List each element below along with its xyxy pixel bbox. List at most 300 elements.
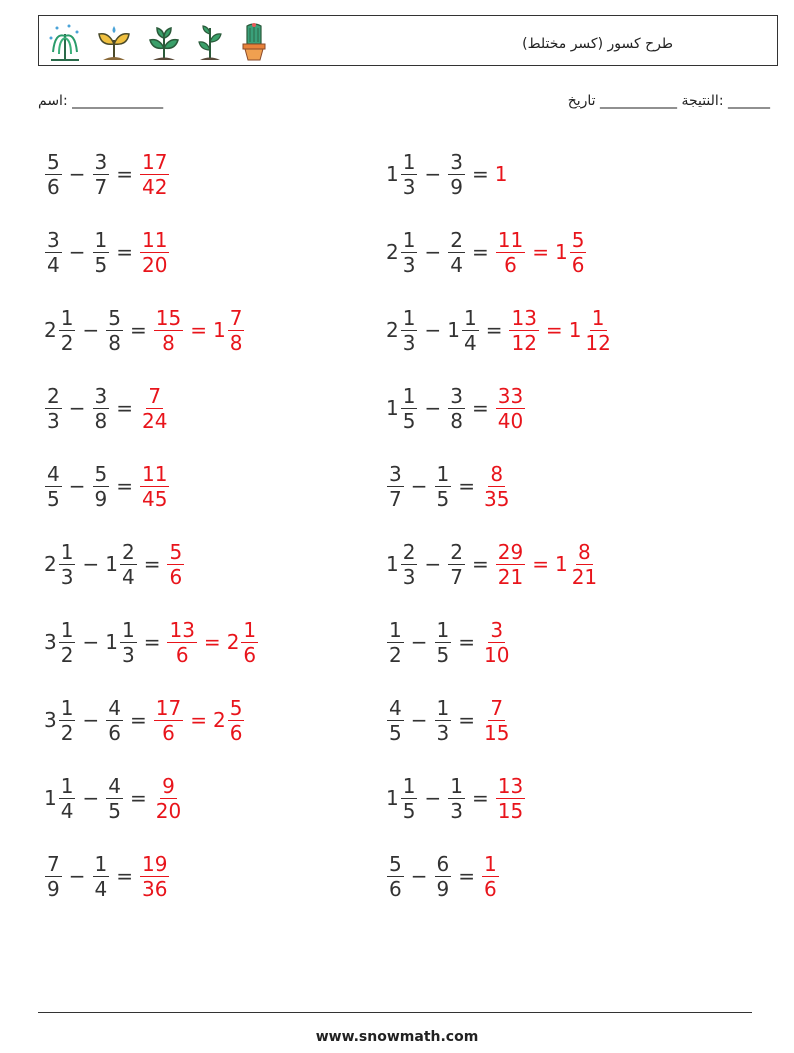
numerator: 5 bbox=[229, 695, 243, 720]
minus-sign: − bbox=[82, 318, 100, 342]
answer bbox=[481, 696, 512, 745]
equals-sign: = bbox=[116, 864, 133, 888]
fraction bbox=[93, 462, 110, 511]
numerator: 15 bbox=[155, 305, 182, 330]
fraction bbox=[387, 462, 404, 511]
answer bbox=[139, 462, 170, 511]
denominator: 36 bbox=[142, 876, 168, 901]
fraction-term bbox=[447, 306, 479, 355]
fraction bbox=[435, 852, 452, 901]
denominator: 6 bbox=[504, 252, 517, 277]
fraction bbox=[387, 696, 404, 745]
minus-sign: − bbox=[68, 162, 86, 186]
denominator: 8 bbox=[450, 408, 463, 433]
denominator: 20 bbox=[142, 252, 168, 277]
fraction bbox=[228, 306, 245, 355]
numerator: 19 bbox=[142, 851, 168, 876]
minus-sign: − bbox=[82, 786, 100, 810]
fraction bbox=[401, 228, 418, 277]
equals-sign: = bbox=[458, 474, 475, 498]
whole-number: 2 bbox=[386, 318, 399, 342]
fraction bbox=[448, 384, 465, 433]
denominator: 10 bbox=[484, 642, 510, 667]
numerator: 13 bbox=[169, 617, 195, 642]
problem-row bbox=[44, 139, 170, 209]
fraction-term bbox=[92, 462, 111, 511]
minus-sign: − bbox=[82, 630, 100, 654]
equals-sign: = bbox=[458, 630, 475, 654]
denominator: 6 bbox=[108, 720, 121, 745]
numerator: 4 bbox=[47, 461, 60, 486]
problem-row bbox=[44, 763, 184, 833]
fraction-term bbox=[569, 306, 614, 355]
equals-sign: = bbox=[458, 864, 475, 888]
denominator: 5 bbox=[389, 720, 402, 745]
denominator: 3 bbox=[402, 330, 416, 355]
problem-row bbox=[386, 529, 600, 599]
whole-number: 2 bbox=[386, 240, 399, 264]
denominator: 3 bbox=[60, 564, 74, 589]
fraction-term bbox=[447, 540, 466, 589]
numerator: 5 bbox=[47, 149, 60, 174]
fraction-term bbox=[139, 852, 170, 901]
fraction-term bbox=[555, 228, 587, 277]
fraction-term bbox=[447, 228, 466, 277]
equals-sign: = bbox=[458, 708, 475, 732]
fraction-term bbox=[44, 462, 63, 511]
fraction-term bbox=[105, 540, 137, 589]
fraction-term bbox=[153, 696, 184, 745]
denominator: 9 bbox=[47, 876, 60, 901]
fraction-term bbox=[44, 228, 63, 277]
equals-sign: = bbox=[471, 786, 489, 810]
denominator: 40 bbox=[497, 408, 524, 433]
fraction-term bbox=[153, 774, 184, 823]
fraction-term bbox=[386, 852, 405, 901]
fraction-term bbox=[105, 618, 137, 667]
fraction-term bbox=[166, 540, 185, 589]
fraction bbox=[106, 696, 123, 745]
numerator: 4 bbox=[108, 695, 121, 720]
equals-sign: = bbox=[471, 240, 489, 264]
denominator: 6 bbox=[47, 174, 60, 199]
page-title: طرح كسور (كسر مختلط) bbox=[522, 36, 673, 52]
fraction-term bbox=[481, 462, 512, 511]
denominator: 5 bbox=[94, 252, 108, 277]
equals-sign: = bbox=[190, 318, 207, 342]
answer bbox=[481, 618, 512, 667]
fraction bbox=[448, 228, 465, 277]
denominator: 3 bbox=[402, 174, 416, 199]
denominator: 9 bbox=[450, 174, 463, 199]
numerator: 1 bbox=[402, 383, 416, 408]
denominator: 4 bbox=[60, 798, 74, 823]
minus-sign: − bbox=[68, 474, 86, 498]
fraction bbox=[583, 306, 612, 355]
denominator: 6 bbox=[175, 642, 189, 667]
problem-row bbox=[386, 295, 614, 365]
denominator: 6 bbox=[484, 876, 497, 901]
equals-sign: = bbox=[471, 552, 489, 576]
fraction bbox=[448, 774, 465, 823]
fraction bbox=[59, 306, 76, 355]
fraction bbox=[106, 306, 123, 355]
equals-sign: = bbox=[545, 318, 563, 342]
equals-sign: = bbox=[116, 162, 133, 186]
denominator: 6 bbox=[243, 642, 257, 667]
numerator: 2 bbox=[121, 539, 135, 564]
denominator: 20 bbox=[155, 798, 182, 823]
fraction-term bbox=[447, 774, 466, 823]
denominator: 21 bbox=[497, 564, 524, 589]
denominator: 5 bbox=[436, 486, 450, 511]
numerator: 3 bbox=[94, 149, 108, 174]
answer bbox=[166, 618, 259, 667]
numerator: 1 bbox=[436, 461, 450, 486]
fraction bbox=[448, 150, 465, 199]
fraction-term bbox=[555, 540, 600, 589]
answer bbox=[139, 228, 170, 277]
minus-sign: − bbox=[68, 240, 86, 264]
numerator: 3 bbox=[450, 383, 463, 408]
numerator: 9 bbox=[162, 773, 175, 798]
whole-number: 1 bbox=[447, 318, 460, 342]
fraction-term bbox=[153, 306, 184, 355]
denominator: 24 bbox=[142, 408, 168, 433]
numerator: 1 bbox=[60, 695, 74, 720]
numerator: 1 bbox=[121, 617, 135, 642]
fraction-term bbox=[166, 618, 197, 667]
fraction bbox=[120, 618, 137, 667]
fraction bbox=[140, 852, 169, 901]
fraction-term bbox=[386, 462, 405, 511]
numerator: 7 bbox=[47, 851, 60, 876]
fraction-term bbox=[139, 228, 170, 277]
minus-sign: − bbox=[82, 552, 100, 576]
fraction bbox=[45, 852, 62, 901]
denominator: 4 bbox=[121, 564, 135, 589]
fraction-term bbox=[44, 540, 76, 589]
answer bbox=[495, 774, 526, 823]
fraction-term bbox=[227, 618, 259, 667]
fraction-term bbox=[508, 306, 539, 355]
problem-row bbox=[44, 841, 170, 911]
fraction bbox=[496, 540, 525, 589]
fraction-term bbox=[44, 852, 63, 901]
fraction-term bbox=[495, 774, 526, 823]
numerator: 3 bbox=[389, 461, 402, 486]
cactus-pot-icon bbox=[237, 22, 271, 62]
denominator: 8 bbox=[162, 330, 175, 355]
fraction-term bbox=[386, 384, 418, 433]
denominator: 21 bbox=[571, 564, 598, 589]
denominator: 5 bbox=[402, 408, 416, 433]
answer bbox=[495, 228, 588, 277]
denominator: 2 bbox=[60, 720, 74, 745]
denominator: 4 bbox=[47, 252, 60, 277]
denominator: 3 bbox=[450, 798, 463, 823]
denominator: 4 bbox=[94, 876, 108, 901]
denominator: 12 bbox=[585, 330, 611, 355]
numerator: 1 bbox=[94, 227, 108, 252]
denominator: 15 bbox=[497, 798, 524, 823]
minus-sign: − bbox=[424, 552, 442, 576]
equals-sign: = bbox=[116, 396, 133, 420]
fraction-term bbox=[92, 228, 111, 277]
problem-row bbox=[386, 139, 508, 209]
denominator: 6 bbox=[229, 720, 243, 745]
numerator: 8 bbox=[578, 539, 591, 564]
equals-sign: = bbox=[471, 162, 489, 186]
numerator: 1 bbox=[60, 305, 74, 330]
numerator: 1 bbox=[60, 539, 74, 564]
fraction bbox=[140, 384, 169, 433]
fraction bbox=[140, 228, 169, 277]
numerator: 1 bbox=[60, 773, 74, 798]
answer bbox=[166, 540, 185, 589]
problem-row bbox=[44, 607, 259, 677]
fraction-term bbox=[92, 384, 111, 433]
answer bbox=[495, 162, 509, 186]
numerator: 1 bbox=[389, 617, 402, 642]
fraction bbox=[93, 384, 110, 433]
equals-sign: = bbox=[485, 318, 503, 342]
numerator: 1 bbox=[243, 617, 257, 642]
fraction-term bbox=[386, 540, 418, 589]
fraction bbox=[482, 462, 511, 511]
fraction-term bbox=[386, 696, 405, 745]
fraction-term bbox=[481, 696, 512, 745]
numerator: 11 bbox=[142, 461, 168, 486]
fraction bbox=[435, 618, 452, 667]
denominator: 9 bbox=[436, 876, 450, 901]
denominator: 6 bbox=[162, 720, 175, 745]
problem-row bbox=[44, 295, 245, 365]
fraction-term bbox=[105, 696, 124, 745]
equals-sign: = bbox=[143, 552, 161, 576]
denominator: 4 bbox=[450, 252, 463, 277]
equals-sign: = bbox=[129, 318, 147, 342]
numerator: 7 bbox=[490, 695, 504, 720]
fraction bbox=[167, 618, 196, 667]
equals-sign: = bbox=[190, 708, 207, 732]
numerator: 3 bbox=[450, 149, 463, 174]
denominator: 45 bbox=[142, 486, 168, 511]
problem-row bbox=[386, 685, 512, 755]
denominator: 5 bbox=[402, 798, 416, 823]
numerator: 2 bbox=[402, 539, 416, 564]
denominator: 2 bbox=[389, 642, 402, 667]
problem-row bbox=[44, 685, 245, 755]
fraction bbox=[93, 228, 110, 277]
equals-sign: = bbox=[129, 786, 147, 810]
denominator: 5 bbox=[47, 486, 60, 511]
fraction bbox=[154, 774, 183, 823]
denominator: 7 bbox=[94, 174, 108, 199]
name-field: اسم: _____________ bbox=[38, 93, 164, 109]
numerator: 5 bbox=[108, 305, 121, 330]
problem-row bbox=[44, 451, 170, 521]
fraction bbox=[154, 696, 183, 745]
numerator: 7 bbox=[229, 305, 243, 330]
denominator: 3 bbox=[121, 642, 135, 667]
denominator: 9 bbox=[94, 486, 108, 511]
answer bbox=[139, 852, 170, 901]
fraction bbox=[93, 852, 110, 901]
fraction-term bbox=[44, 150, 63, 199]
fraction-term bbox=[434, 696, 453, 745]
equals-sign: = bbox=[471, 396, 489, 420]
fraction-term bbox=[139, 150, 170, 199]
denominator: 15 bbox=[484, 720, 510, 745]
denominator: 35 bbox=[484, 486, 510, 511]
numerator: 11 bbox=[142, 227, 168, 252]
denominator: 3 bbox=[47, 408, 60, 433]
whole-number: 1 bbox=[386, 552, 399, 576]
fraction-term bbox=[495, 540, 526, 589]
fraction bbox=[509, 306, 538, 355]
fraction bbox=[59, 540, 76, 589]
fraction bbox=[228, 696, 245, 745]
fraction-term bbox=[105, 306, 124, 355]
fraction-term bbox=[386, 618, 405, 667]
numerator: 8 bbox=[490, 461, 504, 486]
numerator: 17 bbox=[155, 695, 182, 720]
answer bbox=[481, 462, 512, 511]
fraction-term bbox=[44, 384, 63, 433]
numerator: 4 bbox=[108, 773, 121, 798]
numerator: 4 bbox=[389, 695, 402, 720]
fraction bbox=[241, 618, 258, 667]
numerator: 1 bbox=[60, 617, 74, 642]
denominator: 8 bbox=[229, 330, 243, 355]
whole-number: 1 bbox=[105, 630, 118, 654]
denominator: 7 bbox=[450, 564, 463, 589]
numerator: 3 bbox=[47, 227, 60, 252]
whole-number: 1 bbox=[105, 552, 118, 576]
fraction-term bbox=[44, 774, 76, 823]
fraction bbox=[140, 462, 169, 511]
fraction-term bbox=[495, 384, 526, 433]
minus-sign: − bbox=[424, 396, 442, 420]
minus-sign: − bbox=[410, 474, 428, 498]
answer bbox=[508, 306, 613, 355]
fraction bbox=[435, 696, 452, 745]
problem-row bbox=[44, 529, 185, 599]
fraction bbox=[59, 696, 76, 745]
fraction-term bbox=[481, 852, 500, 901]
fraction bbox=[106, 774, 123, 823]
fraction-term bbox=[495, 228, 526, 277]
fraction-term bbox=[213, 696, 245, 745]
fraction-term bbox=[213, 306, 245, 355]
numerator: 2 bbox=[450, 539, 463, 564]
answer bbox=[139, 384, 170, 433]
equals-sign: = bbox=[532, 240, 549, 264]
whole-number: 1 bbox=[44, 786, 57, 810]
minus-sign: − bbox=[410, 864, 428, 888]
fraction bbox=[401, 150, 418, 199]
denominator: 8 bbox=[94, 408, 108, 433]
fraction bbox=[570, 540, 599, 589]
fraction bbox=[401, 540, 418, 589]
denominator: 12 bbox=[511, 330, 537, 355]
footer-url: www.snowmath.com bbox=[315, 1029, 479, 1045]
denominator: 2 bbox=[60, 330, 74, 355]
numerator: 13 bbox=[497, 773, 524, 798]
denominator: 8 bbox=[108, 330, 121, 355]
numerator: 5 bbox=[169, 539, 183, 564]
whole-number: 3 bbox=[44, 708, 57, 732]
numerator: 2 bbox=[450, 227, 463, 252]
problem-row bbox=[44, 217, 170, 287]
minus-sign: − bbox=[424, 162, 442, 186]
numerator: 1 bbox=[402, 773, 416, 798]
answer bbox=[481, 852, 500, 901]
score-date-fields: النتيجة ___________ تاريخ: ______ bbox=[567, 93, 770, 109]
problem-row bbox=[386, 841, 500, 911]
numerator: 1 bbox=[436, 695, 450, 720]
fraction bbox=[496, 774, 525, 823]
answer bbox=[153, 774, 184, 823]
minus-sign: − bbox=[410, 708, 428, 732]
fraction bbox=[59, 618, 76, 667]
fraction bbox=[482, 852, 499, 901]
fraction-term bbox=[139, 384, 170, 433]
fraction bbox=[154, 306, 183, 355]
numerator: 1 bbox=[436, 617, 450, 642]
whole-number: 3 bbox=[44, 630, 57, 654]
fraction bbox=[462, 306, 479, 355]
whole-number: 1 bbox=[386, 162, 399, 186]
numerator: 7 bbox=[148, 383, 162, 408]
fraction-term bbox=[386, 774, 418, 823]
numerator: 5 bbox=[94, 461, 108, 486]
whole-number: 2 bbox=[226, 630, 240, 654]
fraction bbox=[401, 774, 418, 823]
worksheet-header bbox=[38, 15, 778, 66]
denominator: 4 bbox=[463, 330, 477, 355]
header-icons bbox=[47, 20, 271, 64]
problem-row bbox=[386, 217, 587, 287]
denominator: 5 bbox=[436, 642, 450, 667]
fraction bbox=[387, 618, 404, 667]
equals-sign: = bbox=[129, 708, 147, 732]
numerator: 1 bbox=[402, 227, 416, 252]
denominator: 5 bbox=[108, 798, 121, 823]
minus-sign: − bbox=[410, 630, 428, 654]
numerator: 11 bbox=[497, 227, 524, 252]
fraction-term bbox=[44, 618, 76, 667]
fraction bbox=[45, 228, 62, 277]
whole-number: 2 bbox=[212, 708, 226, 732]
whole-number: 1 bbox=[386, 396, 399, 420]
numerator: 5 bbox=[389, 851, 402, 876]
fraction-term bbox=[386, 228, 418, 277]
fraction-term bbox=[434, 462, 453, 511]
minus-sign: − bbox=[424, 786, 442, 810]
fraction bbox=[482, 618, 511, 667]
fraction bbox=[496, 228, 525, 277]
numerator: 17 bbox=[142, 149, 168, 174]
fraction-term bbox=[386, 306, 418, 355]
fraction bbox=[570, 228, 587, 277]
denominator: 7 bbox=[389, 486, 402, 511]
fraction bbox=[401, 384, 418, 433]
numerator: 1 bbox=[450, 773, 463, 798]
denominator: 3 bbox=[436, 720, 450, 745]
fraction bbox=[140, 150, 169, 199]
